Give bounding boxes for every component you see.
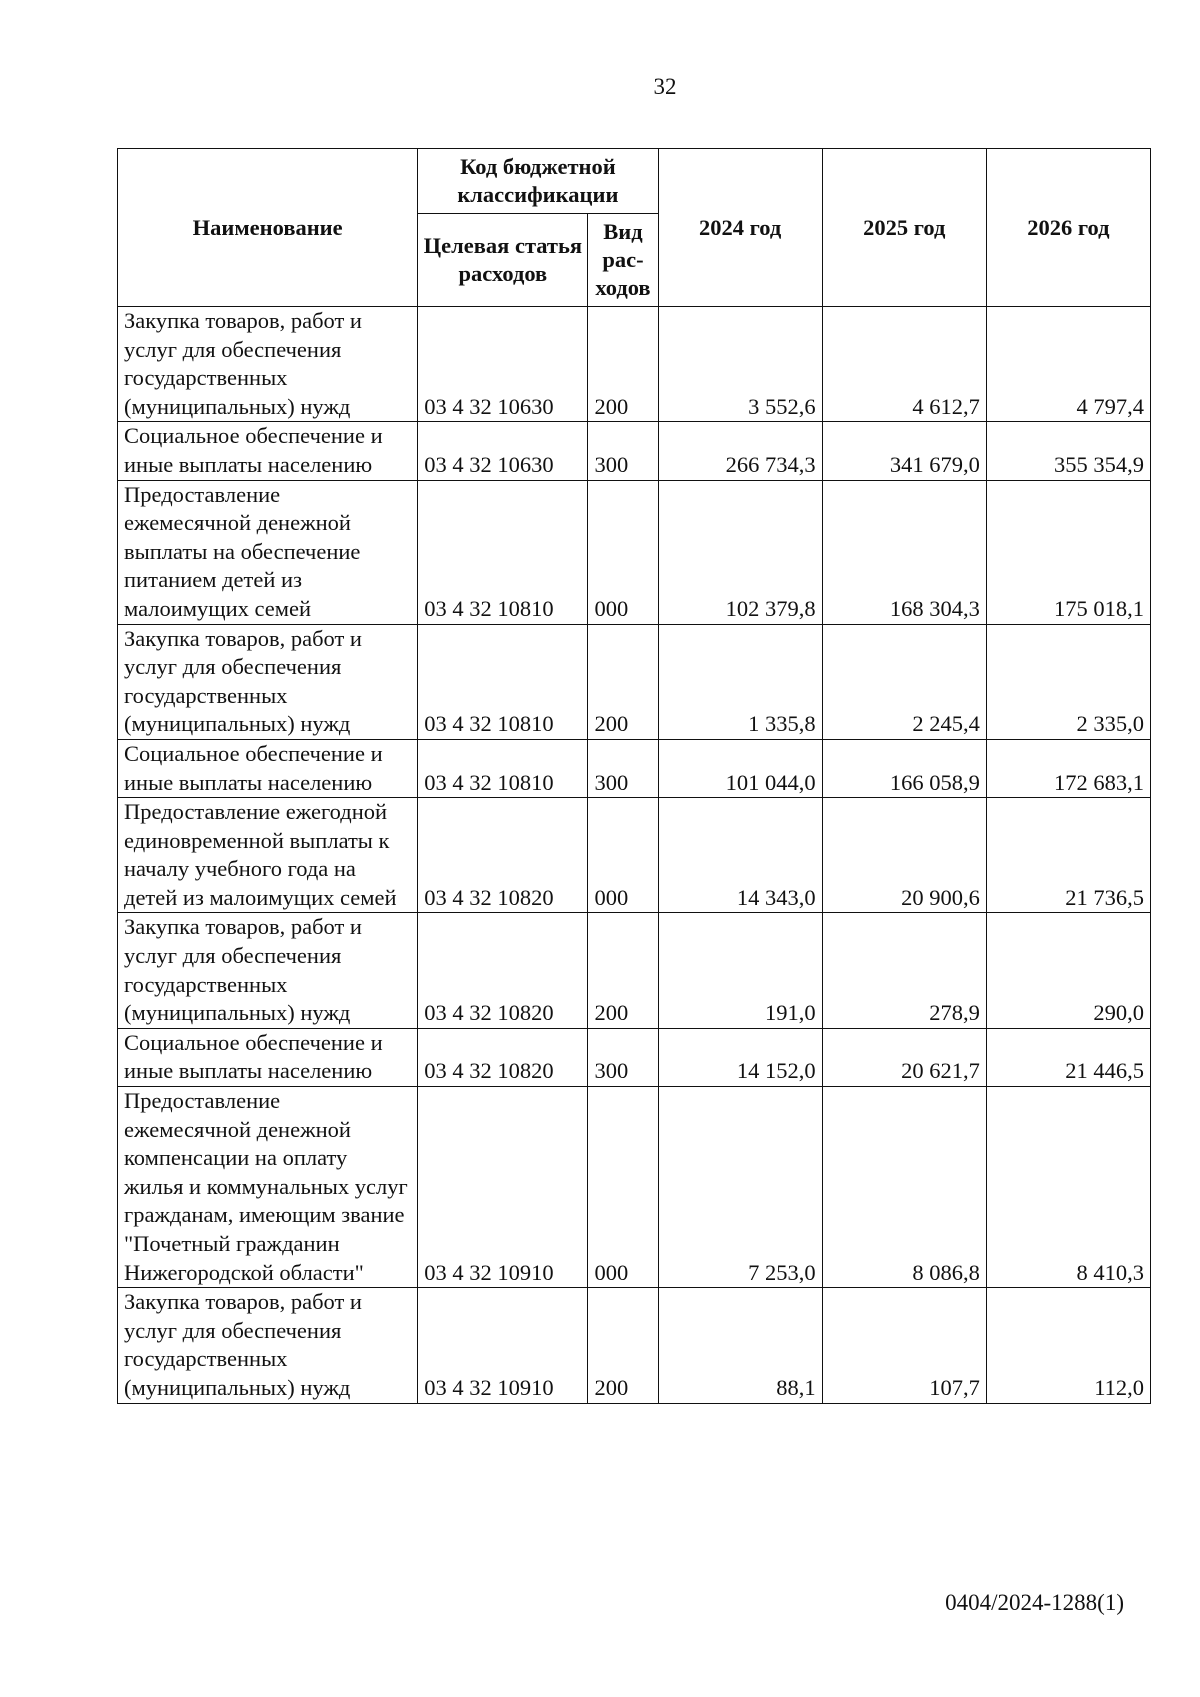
row-2024: 14 152,0 <box>658 1028 822 1086</box>
row-name: Предоставление ежемесячной денежной компенсации на оплату жилья и коммунальных услуг гражданам, имеющим звание "Почетный гражданин Нижегородской области" <box>118 1087 418 1288</box>
row-2024: 14 343,0 <box>658 798 822 913</box>
table-row <box>118 1087 1151 1288</box>
row-type: 300 <box>588 1028 658 1086</box>
row-type: 200 <box>588 307 658 422</box>
row-2025: 20 621,7 <box>822 1028 986 1086</box>
table-row <box>118 1288 1151 1403</box>
row-type: 000 <box>588 798 658 913</box>
row-name: Закупка товаров, работ и услуг для обеспечения государственных (муниципальных) нужд <box>118 1288 418 1403</box>
row-code: 03 4 32 10820 <box>418 798 588 913</box>
table-row <box>118 798 1151 913</box>
row-code: 03 4 32 10810 <box>418 739 588 797</box>
row-type: 200 <box>588 1288 658 1403</box>
header-2025: 2025 год <box>822 149 986 307</box>
page-number: 32 <box>653 74 677 99</box>
row-2024: 3 552,6 <box>658 307 822 422</box>
row-2024: 7 253,0 <box>658 1087 822 1288</box>
row-2025: 341 679,0 <box>822 422 986 480</box>
row-2024: 1 335,8 <box>658 624 822 739</box>
row-2025: 168 304,3 <box>822 480 986 624</box>
table-row <box>118 307 1151 422</box>
row-2026: 290,0 <box>986 913 1150 1028</box>
row-2026: 112,0 <box>986 1288 1150 1403</box>
table-header <box>118 149 1151 307</box>
row-type: 000 <box>588 1087 658 1288</box>
header-code-group: Код бюджетной классификации <box>418 149 658 214</box>
row-code: 03 4 32 10630 <box>418 422 588 480</box>
row-2026: 21 446,5 <box>986 1028 1150 1086</box>
row-2026: 355 354,9 <box>986 422 1150 480</box>
budget-table <box>117 148 1151 1404</box>
row-type: 300 <box>588 739 658 797</box>
row-name: Социальное обеспечение и иные выплаты населению <box>118 422 418 480</box>
table-row <box>118 1028 1151 1086</box>
row-name: Закупка товаров, работ и услуг для обеспечения государственных (муниципальных) нужд <box>118 624 418 739</box>
row-2024: 191,0 <box>658 913 822 1028</box>
row-name: Социальное обеспечение и иные выплаты населению <box>118 1028 418 1086</box>
row-code: 03 4 32 10630 <box>418 307 588 422</box>
table-row <box>118 739 1151 797</box>
row-2024: 101 044,0 <box>658 739 822 797</box>
table-row <box>118 913 1151 1028</box>
table-row <box>118 624 1151 739</box>
row-2026: 175 018,1 <box>986 480 1150 624</box>
row-2025: 2 245,4 <box>822 624 986 739</box>
row-name: Предоставление ежегодной единовременной выплаты к началу учебного года на детей из малоимущих семей <box>118 798 418 913</box>
table-body <box>118 307 1151 1404</box>
row-2024: 266 734,3 <box>658 422 822 480</box>
row-2026: 172 683,1 <box>986 739 1150 797</box>
row-code: 03 4 32 10820 <box>418 1028 588 1086</box>
table-row <box>118 480 1151 624</box>
row-name: Социальное обеспечение и иные выплаты населению <box>118 739 418 797</box>
row-code: 03 4 32 10820 <box>418 913 588 1028</box>
row-2026: 8 410,3 <box>986 1087 1150 1288</box>
header-name: Наименование <box>118 149 418 307</box>
row-2026: 21 736,5 <box>986 798 1150 913</box>
row-code: 03 4 32 10910 <box>418 1087 588 1288</box>
header-expense-type: Вид рас- ходов <box>588 214 658 307</box>
row-2025: 278,9 <box>822 913 986 1028</box>
header-2024: 2024 год <box>658 149 822 307</box>
document-id: 0404/2024-1288(1) <box>945 1590 1124 1615</box>
row-type: 200 <box>588 624 658 739</box>
row-2024: 102 379,8 <box>658 480 822 624</box>
row-2025: 8 086,8 <box>822 1087 986 1288</box>
row-2025: 20 900,6 <box>822 798 986 913</box>
row-type: 000 <box>588 480 658 624</box>
row-type: 200 <box>588 913 658 1028</box>
row-name: Закупка товаров, работ и услуг для обеспечения государственных (муниципальных) нужд <box>118 307 418 422</box>
table-row <box>118 422 1151 480</box>
row-code: 03 4 32 10810 <box>418 624 588 739</box>
row-name: Предоставление ежемесячной денежной выплаты на обеспечение питанием детей из малоимущих семей <box>118 480 418 624</box>
row-name: Закупка товаров, работ и услуг для обеспечения государственных (муниципальных) нужд <box>118 913 418 1028</box>
header-target-article: Целевая статья расходов <box>418 214 588 307</box>
row-2025: 107,7 <box>822 1288 986 1403</box>
row-2025: 4 612,7 <box>822 307 986 422</box>
row-code: 03 4 32 10910 <box>418 1288 588 1403</box>
row-2026: 4 797,4 <box>986 307 1150 422</box>
row-2024: 88,1 <box>658 1288 822 1403</box>
row-type: 300 <box>588 422 658 480</box>
row-2025: 166 058,9 <box>822 739 986 797</box>
row-2026: 2 335,0 <box>986 624 1150 739</box>
row-code: 03 4 32 10810 <box>418 480 588 624</box>
header-2026: 2026 год <box>986 149 1150 307</box>
